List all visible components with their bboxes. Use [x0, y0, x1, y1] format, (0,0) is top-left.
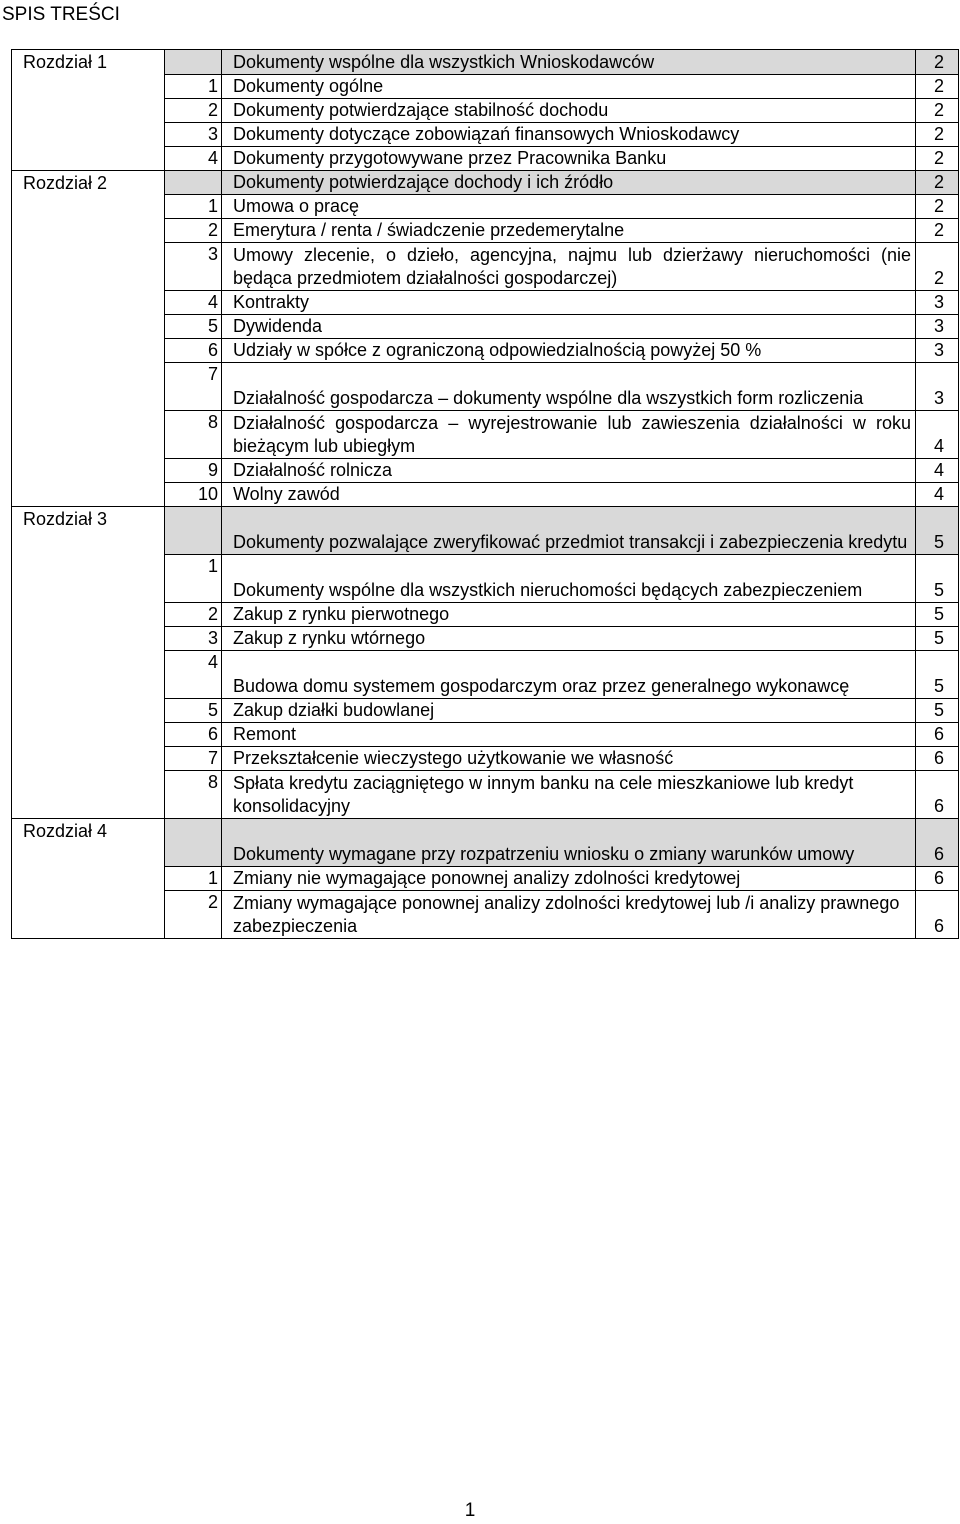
item-title[interactable]: Emerytura / renta / świadczenie przedemerytalne [222, 219, 916, 243]
item-page: 2 [916, 195, 959, 219]
item-page: 2 [916, 122, 959, 146]
table-row [12, 627, 959, 651]
table-row [12, 243, 959, 291]
chapter-header-row [12, 50, 959, 75]
item-page: 6 [916, 891, 959, 939]
chapter-label-cell [12, 459, 165, 483]
item-page: 2 [916, 219, 959, 243]
table-row [12, 651, 959, 699]
table-row [12, 603, 959, 627]
chapter-label: Rozdział 3 [12, 507, 165, 555]
chapter-label-cell [12, 867, 165, 891]
table-row [12, 146, 959, 170]
item-page: 3 [916, 315, 959, 339]
chapter-label-cell [12, 315, 165, 339]
item-title[interactable]: Dokumenty przygotowywane przez Pracownika Banku [222, 146, 916, 170]
chapter-number-cell [165, 507, 222, 555]
item-title[interactable]: Wolny zawód [222, 483, 916, 507]
chapter-label-cell [12, 195, 165, 219]
item-page: 3 [916, 339, 959, 363]
chapter-label-cell [12, 291, 165, 315]
item-page: 5 [916, 603, 959, 627]
item-number: 5 [165, 315, 222, 339]
chapter-title[interactable]: Dokumenty wspólne dla wszystkich Wnioskodawców [222, 50, 916, 75]
item-title[interactable]: Zakup działki budowlanej [222, 699, 916, 723]
item-title[interactable]: Dokumenty dotyczące zobowiązań finansowych Wnioskodawcy [222, 122, 916, 146]
chapter-label-cell [12, 771, 165, 819]
item-title[interactable]: Umowy zlecenie, o dzieło, agencyjna, najmu lub dzierżawy nieruchomości (nie będąca przedmiotem działalności gospodarczej) [222, 243, 916, 291]
chapter-label-cell [12, 627, 165, 651]
item-title[interactable]: Udziały w spółce z ograniczoną odpowiedzialnością powyżej 50 % [222, 339, 916, 363]
item-title[interactable]: Remont [222, 723, 916, 747]
item-number: 6 [165, 723, 222, 747]
chapter-label-cell [12, 146, 165, 170]
table-row [12, 747, 959, 771]
table-row [12, 723, 959, 747]
table-row [12, 291, 959, 315]
item-page: 4 [916, 411, 959, 459]
item-number: 6 [165, 339, 222, 363]
item-number: 4 [165, 146, 222, 170]
chapter-number-cell [165, 819, 222, 867]
item-title[interactable]: Dokumenty wspólne dla wszystkich nieruchomości będących zabezpieczeniem [222, 555, 916, 603]
chapter-label-cell [12, 411, 165, 459]
chapter-label-cell [12, 603, 165, 627]
item-number: 5 [165, 699, 222, 723]
chapter-label-cell [12, 555, 165, 603]
item-page: 5 [916, 651, 959, 699]
item-page: 6 [916, 723, 959, 747]
item-page: 6 [916, 747, 959, 771]
item-page: 4 [916, 483, 959, 507]
item-number: 3 [165, 243, 222, 291]
item-title[interactable]: Przekształcenie wieczystego użytkowanie we własność [222, 747, 916, 771]
item-page: 6 [916, 867, 959, 891]
table-row [12, 771, 959, 819]
item-page: 5 [916, 699, 959, 723]
table-row [12, 315, 959, 339]
table-row [12, 867, 959, 891]
chapter-label-cell [12, 483, 165, 507]
chapter-label-cell [12, 74, 165, 98]
chapter-page: 2 [916, 170, 959, 195]
item-number: 8 [165, 411, 222, 459]
item-number: 10 [165, 483, 222, 507]
table-row [12, 195, 959, 219]
item-number: 2 [165, 891, 222, 939]
item-number: 1 [165, 195, 222, 219]
chapter-header-row [12, 507, 959, 555]
table-row [12, 339, 959, 363]
item-number: 1 [165, 74, 222, 98]
chapter-label-cell [12, 699, 165, 723]
item-number: 3 [165, 627, 222, 651]
item-number: 4 [165, 651, 222, 699]
item-number: 1 [165, 867, 222, 891]
table-row [12, 98, 959, 122]
chapter-label-cell [12, 339, 165, 363]
table-row [12, 891, 959, 939]
table-row [12, 411, 959, 459]
item-number: 2 [165, 98, 222, 122]
page-title: SPIS TREŚCI [2, 4, 120, 25]
chapter-label-cell [12, 219, 165, 243]
item-number: 4 [165, 291, 222, 315]
chapter-label: Rozdział 1 [12, 50, 165, 75]
item-number: 1 [165, 555, 222, 603]
item-title[interactable]: Zakup z rynku wtórnego [222, 627, 916, 651]
chapter-number-cell [165, 170, 222, 195]
item-number: 3 [165, 122, 222, 146]
item-number: 2 [165, 603, 222, 627]
chapter-label: Rozdział 2 [12, 170, 165, 195]
chapter-label-cell [12, 363, 165, 411]
chapter-title[interactable]: Dokumenty pozwalające zweryfikować przedmiot transakcji i zabezpieczenia kredytu [222, 507, 916, 555]
item-title[interactable]: Działalność gospodarcza – dokumenty wspólne dla wszystkich form rozliczenia [222, 363, 916, 411]
item-page: 2 [916, 98, 959, 122]
table-of-contents [11, 49, 959, 939]
table-row [12, 219, 959, 243]
item-number: 8 [165, 771, 222, 819]
table-row [12, 74, 959, 98]
item-title[interactable]: Działalność rolnicza [222, 459, 916, 483]
item-title[interactable]: Spłata kredytu zaciągniętego w innym banku na cele mieszkaniowe lub kredyt konsolidacyjny [222, 771, 916, 819]
table-row [12, 363, 959, 411]
chapter-label-cell [12, 122, 165, 146]
chapter-label-cell [12, 747, 165, 771]
chapter-page: 2 [916, 50, 959, 75]
item-number: 7 [165, 747, 222, 771]
chapter-label-cell [12, 243, 165, 291]
chapter-header-row [12, 170, 959, 195]
item-title[interactable]: Umowa o pracę [222, 195, 916, 219]
chapter-label-cell [12, 98, 165, 122]
item-title[interactable]: Zakup z rynku pierwotnego [222, 603, 916, 627]
table-row [12, 459, 959, 483]
item-title[interactable]: Zmiany nie wymagające ponownej analizy zdolności kredytowej [222, 867, 916, 891]
chapter-label: Rozdział 4 [12, 819, 165, 867]
table-row [12, 555, 959, 603]
item-page: 3 [916, 291, 959, 315]
item-number: 9 [165, 459, 222, 483]
chapter-title[interactable]: Dokumenty potwierdzające dochody i ich źródło [222, 170, 916, 195]
chapter-page: 5 [916, 507, 959, 555]
item-title[interactable]: Dokumenty ogólne [222, 74, 916, 98]
item-page: 5 [916, 627, 959, 651]
item-number: 2 [165, 219, 222, 243]
table-row [12, 122, 959, 146]
item-page: 4 [916, 459, 959, 483]
table-row [12, 699, 959, 723]
item-title[interactable]: Budowa domu systemem gospodarczym oraz przez generalnego wykonawcę [222, 651, 916, 699]
item-page: 6 [916, 771, 959, 819]
item-number: 7 [165, 363, 222, 411]
chapter-page: 6 [916, 819, 959, 867]
chapter-title[interactable]: Dokumenty wymagane przy rozpatrzeniu wniosku o zmiany warunków umowy [222, 819, 916, 867]
item-title[interactable]: Kontrakty [222, 291, 916, 315]
item-page: 3 [916, 363, 959, 411]
item-page: 2 [916, 74, 959, 98]
chapter-number-cell [165, 50, 222, 75]
item-title[interactable]: Dokumenty potwierdzające stabilność dochodu [222, 98, 916, 122]
item-title[interactable]: Działalność gospodarcza – wyrejestrowanie lub zawieszenia działalności w roku bieżącym lub ubiegłym [222, 411, 916, 459]
table-row [12, 483, 959, 507]
item-page: 5 [916, 555, 959, 603]
chapter-label-cell [12, 651, 165, 699]
page-number: 1 [464, 1500, 476, 1521]
chapter-label-cell [12, 891, 165, 939]
item-title[interactable]: Dywidenda [222, 315, 916, 339]
chapter-label-cell [12, 723, 165, 747]
chapter-header-row [12, 819, 959, 867]
item-page: 2 [916, 243, 959, 291]
item-title[interactable]: Zmiany wymagające ponownej analizy zdolności kredytowej lub /i analizy prawnego zabezpieczenia [222, 891, 916, 939]
item-page: 2 [916, 146, 959, 170]
